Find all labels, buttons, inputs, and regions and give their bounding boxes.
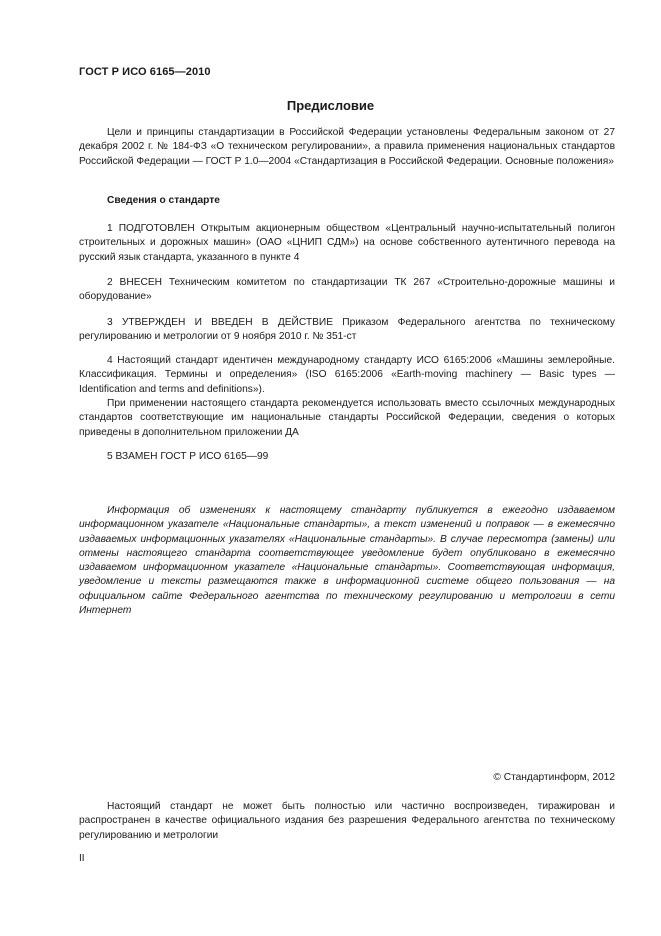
item-3-paragraph: 3 УТВЕРЖДЕН И ВВЕДЕН В ДЕЙСТВИЕ Приказом Федерального агентства по техническому регулированию и метрологии от 9 ноября 2010 г. № 351-ст <box>79 317 615 343</box>
document-code-header: ГОСТ Р ИСО 6165—2010 <box>79 66 211 78</box>
intro-paragraph: Цели и принципы стандартизации в Российской Федерации установлены Федеральным законом от 27 декабря 2002 г. № 184-ФЗ «О техническом регулировании», а правила применения национальных стандартов Российской Федерации — ГОСТ Р 1.0—2004 «Стандартизация в Российской Федерации. Основные положения» <box>79 127 615 167</box>
item-5-paragraph: 5 ВЗАМЕН ГОСТ Р ИСО 6165—99 <box>107 451 269 462</box>
reproduction-notice-paragraph: Настоящий стандарт не может быть полностью или частично воспроизведен, тиражирован и распространен в качестве официального издания без разрешения Федерального агентства по техническому регулированию и метрологии <box>79 801 615 841</box>
page-title: Предисловие <box>286 98 375 113</box>
item-4-paragraph: 4 Настоящий стандарт идентичен международному стандарту ИСО 6165:2006 «Машины землеройные. Классификация. Термины и определения» (ISO 6165:2006 «Earth-moving machinery — Basic types — Identification and terms and definitions»). <box>79 355 615 395</box>
page-number: II <box>79 853 85 864</box>
section-title: Сведения о стандарте <box>107 195 220 206</box>
item-2-paragraph: 2 ВНЕСЕН Техническим комитетом по стандартизации ТК 267 «Строительно-дорожные машины и оборудование» <box>79 277 615 303</box>
item-4-note-paragraph: При применении настоящего стандарта рекомендуется использовать вместо ссылочных международных стандартов соответствующие им национальные стандарты Российской Федерации, сведения о которых приведены в дополнительном приложении ДА <box>79 398 615 438</box>
info-notice-paragraph: Информация об изменениях к настоящему стандарту публикуется в ежегодно издаваемом информационном указателе «Национальные стандарты», а текст изменений и поправок — в ежемесячно издаваемых информационных указателях «Национальные стандарты». В случае пересмотра (замены) или отмены настоящего стандарта соответствующее уведомление будет опубликовано в ежемесячно издаваемом информационном указателе «Национальные стандарты». Соответствующая информация, уведомление и тексты размещаются также в информационной системе общего пользования — на официальном сайте Федерального агентства по техническому регулированию и метрологии в сети Интернет <box>79 505 615 617</box>
item-1-paragraph: 1 ПОДГОТОВЛЕН Открытым акционерным обществом «Центральный научно-испытательный полигон строительных и дорожных машин» (ОАО «ЦНИП СДМ») на основе собственного аутентичного перевода на русский язык стандарта, указанного в пункте 4 <box>79 223 615 263</box>
copyright-line: © Стандартинформ, 2012 <box>493 772 615 783</box>
